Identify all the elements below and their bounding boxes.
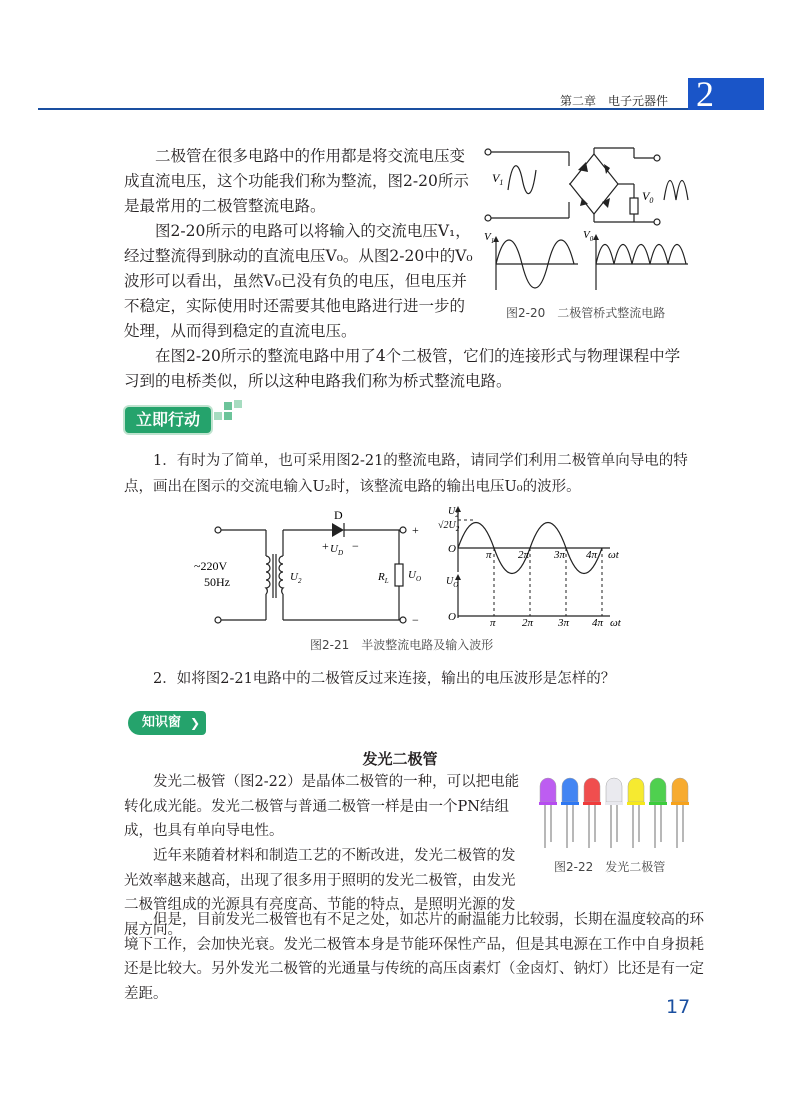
led-5 bbox=[627, 778, 645, 848]
chapter-label: 第二章 电子元器件 bbox=[560, 94, 669, 108]
action-item-2: 2．如将图2-21电路中的二极管反过来连接，输出的电压波形是怎样的？ bbox=[153, 671, 616, 687]
svg-text:π: π bbox=[490, 617, 496, 629]
led-2 bbox=[561, 778, 579, 848]
svg-text:2π: 2π bbox=[518, 549, 530, 561]
svg-text:−: − bbox=[412, 613, 419, 627]
figure-2-20-bridge-rectifier bbox=[478, 138, 708, 308]
chevron-right-icon: ❯ bbox=[189, 716, 200, 730]
paragraph-waveform: 图2-20所示的电路可以将输入的交流电压V₁，经过整流得到脉动的直流电压V₀。从图2-20中的V₀波形可以看出，虽然V₀已没有负的电压，但电压并不稳定，实际使用时还需要其他电路进行进一步的处理，从而得到稳定的直流电压。 bbox=[124, 222, 473, 340]
svg-text:UD: $U_D$ bbox=[330, 543, 344, 557]
led-6 bbox=[649, 778, 667, 848]
led-paragraph-2: 近年来随着材料和制造工艺的不断改进，发光二极管的发光效率越来越高，出现了很多用于照明的发光二极管，由发光二极管组成的光源具有亮度高、节能的特点，是照明光源的发展方向。 bbox=[124, 848, 516, 938]
svg-text:3π: 3π bbox=[554, 549, 566, 561]
svg-text:4π: 4π bbox=[592, 617, 604, 629]
svg-text:U2: $U_2$ bbox=[448, 506, 459, 519]
svg-text:√2U2: $√2U_2$ bbox=[438, 520, 460, 533]
svg-text:RL: $R_L$ bbox=[378, 571, 389, 585]
intro-text-block bbox=[124, 144, 474, 344]
svg-text:D: D bbox=[334, 508, 343, 522]
figure-2-21-caption: 图2-21 半波整流电路及输入波形 bbox=[310, 638, 494, 652]
svg-text:50Hz: 50Hz bbox=[204, 575, 230, 589]
led-limitations-block bbox=[124, 908, 704, 1006]
paragraph-rectification: 二极管在很多电路中的作用都是将交流电压变成直流电压，这个功能我们称为整流，图2-20所示是最常用的二极管整流电路。 bbox=[124, 147, 469, 215]
figure-2-22-leds bbox=[532, 776, 692, 852]
badge-decor-squares bbox=[214, 400, 244, 424]
chapter-number-badge: 2 bbox=[688, 78, 764, 110]
svg-text:V1: $V_1$ bbox=[484, 231, 495, 245]
knowledge-badge bbox=[128, 711, 206, 735]
led-paragraph-1: 发光二极管（图2-22）是晶体二极管的一种，可以把电能转化成光能。发光二极管与普通二极管一样是由一个PN结组成，也具有单向导电性。 bbox=[124, 774, 520, 839]
svg-text:O: O bbox=[448, 543, 456, 555]
svg-text:+: + bbox=[412, 523, 419, 537]
svg-text:−: − bbox=[352, 539, 359, 553]
paragraph-bridge: 在图2-20所示的整流电路中用了4个二极管，它们的连接形式与物理课程中学习到的电桥类似，所以这种电路我们称为桥式整流电路。 bbox=[124, 347, 681, 390]
svg-text:V0: $V_0$ bbox=[583, 229, 594, 243]
svg-text:U2: $U_2$ bbox=[290, 571, 302, 585]
svg-text:UO: $U_O$ bbox=[408, 569, 422, 583]
action-badge: 立即行动 bbox=[125, 407, 211, 433]
led-3 bbox=[583, 778, 601, 848]
led-paragraph-3: 但是，目前发光二极管也有不足之处，如芯片的耐温能力比较弱，长期在温度较高的环境下工作，会加快光衰。发光二极管本身是节能环保性产品，但是其电源在工作中自身损耗还是比较大。另外发光二极管的光通量与传统的高压卤素灯（金卤灯、钠灯）比还是有一定差距。 bbox=[124, 912, 704, 1002]
figure-2-21-half-wave-rectifier bbox=[190, 506, 640, 630]
led-section-title: 发光二极管 bbox=[362, 750, 438, 768]
figure-2-20-caption: 图2-20 二极管桥式整流电路 bbox=[506, 306, 666, 320]
page-number: 17 bbox=[666, 996, 691, 1018]
svg-text:V0: $V_0$ bbox=[642, 189, 654, 205]
svg-text:+: + bbox=[322, 539, 329, 553]
svg-text:2π: 2π bbox=[522, 617, 534, 629]
svg-text:O: O bbox=[448, 611, 456, 623]
svg-text:~220V: ~220V bbox=[194, 559, 228, 573]
led-intro-block bbox=[124, 770, 524, 844]
svg-text:3π: 3π bbox=[558, 617, 570, 629]
figure-2-22-caption: 图2-22 发光二极管 bbox=[554, 860, 666, 874]
led-1 bbox=[539, 778, 557, 848]
svg-text:ωt: ωt bbox=[610, 617, 621, 629]
led-4 bbox=[605, 778, 623, 848]
action-item-1: 1．有时为了简单，也可采用图2-21的整流电路，请同学们利用二极管单向导电的特点，画出在图示的交流电输入U₂时，该整流电路的输出电压U₀的波形。 bbox=[124, 453, 688, 495]
svg-text:ωt: ωt bbox=[608, 549, 619, 561]
led-7 bbox=[671, 778, 689, 848]
svg-text:π: π bbox=[486, 549, 492, 561]
knowledge-badge-label: 知识窗 bbox=[142, 715, 182, 730]
svg-text:V1: $V_1$ bbox=[492, 171, 504, 187]
svg-text:UO: $U_O$ bbox=[446, 576, 459, 589]
svg-text:4π: 4π bbox=[586, 549, 598, 561]
